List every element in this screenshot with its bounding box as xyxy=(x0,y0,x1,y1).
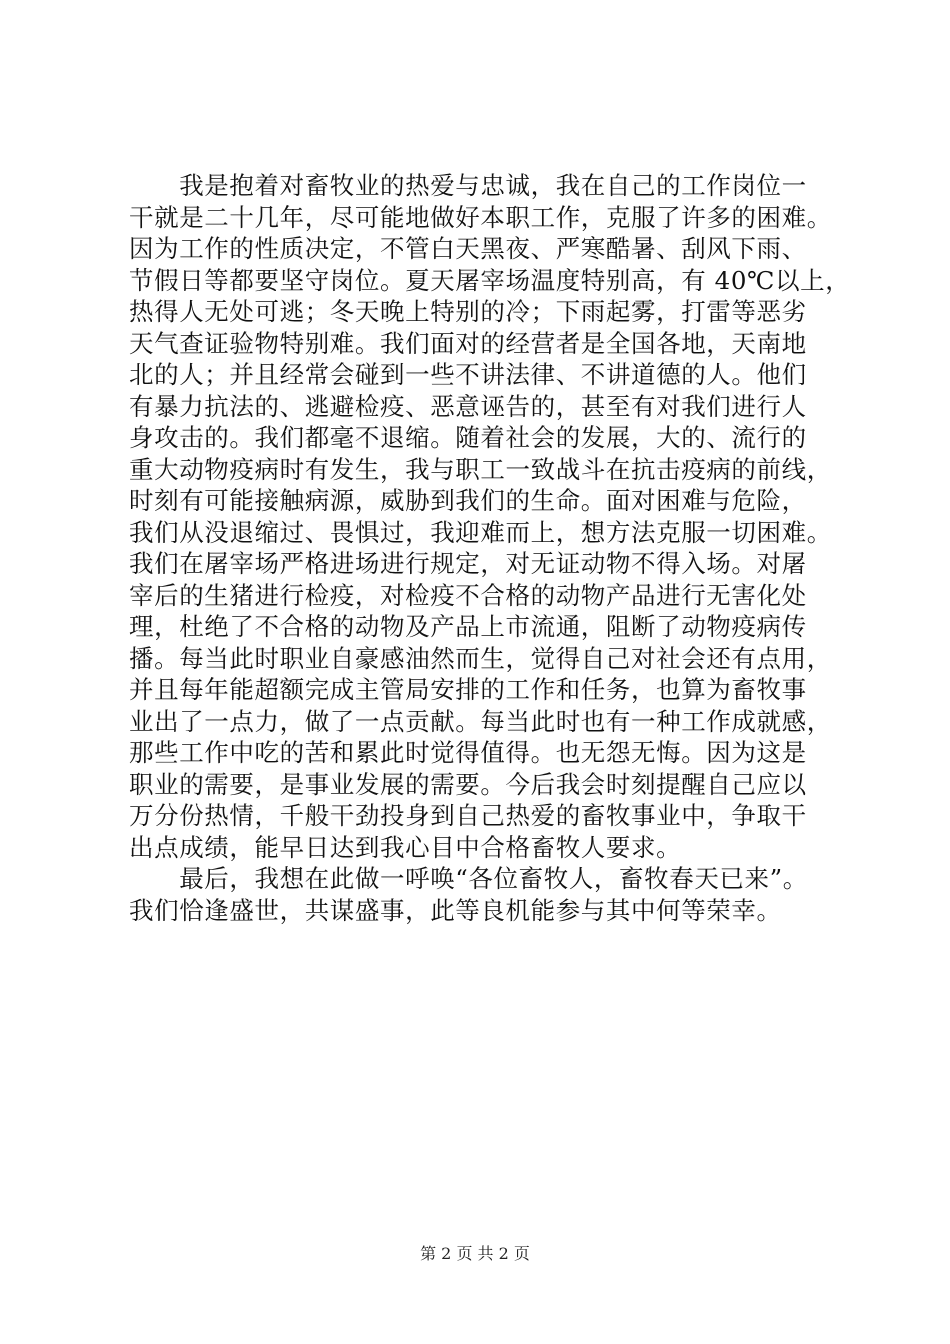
text-line: 播。每当此时职业自豪感油然而生，觉得自己对社会还有点用， xyxy=(129,643,832,673)
page-number-label: 第 2 页 共 2 页 xyxy=(420,1244,530,1263)
text-line: 重大动物疫病时有发生，我与职工一致战斗在抗击疫病的前线， xyxy=(129,454,832,484)
text-line: 热得人无处可逃；冬天晚上特别的冷；下雨起雾，打雷等恶劣 xyxy=(129,297,807,326)
text-line: 天气查证验物特别难。我们面对的经营者是全国各地，天南地 xyxy=(129,328,807,358)
text-line: 最后，我想在此做一呼唤“各位畜牧人，畜牧春天已来”。 xyxy=(129,864,808,893)
text-line: 那些工作中吃的苦和累此时觉得值得。也无怨无悔。因为这是 xyxy=(129,738,807,767)
text-line: 干就是二十几年，尽可能地做好本职工作，克服了许多的困难。 xyxy=(129,202,832,232)
text-line: 出点成绩，能早日达到我心目中合格畜牧人要求。 xyxy=(129,832,682,862)
text-line: 理，杜绝了不合格的动物及产品上市流通，阻断了动物疫病传 xyxy=(129,612,807,641)
text-line: 业出了一点力，做了一点贡献。每当此时也有一种工作成就感， xyxy=(129,706,832,736)
text-line: 节假日等都要坚守岗位。夏天屠宰场温度特别高，有 40℃以上， xyxy=(129,265,851,295)
text-line: 并且每年能超额完成主管局安排的工作和任务，也算为畜牧事 xyxy=(129,675,807,704)
text-line: 身攻击的。我们都毫不退缩。随着社会的发展，大的、流行的 xyxy=(129,423,807,452)
text-line: 万分份热情，千般干劲投身到自己热爱的畜牧事业中，争取干 xyxy=(129,801,807,830)
text-line: 有暴力抗法的、逃避检疫、恶意诬告的，甚至有对我们进行人 xyxy=(129,391,807,421)
text-line: 北的人；并且经常会碰到一些不讲法律、不讲道德的人。他们 xyxy=(129,360,807,389)
text-line: 我们恰逢盛世，共谋盛事，此等良机能参与其中何等荣幸。 xyxy=(129,895,782,925)
text-line: 宰后的生猪进行检疫，对检疫不合格的动物产品进行无害化处 xyxy=(129,580,807,610)
text-line: 我是抱着对畜牧业的热爱与忠诚，我在自己的工作岗位一 xyxy=(129,171,807,200)
text-line: 因为工作的性质决定，不管白天黑夜、严寒酷暑、刮风下雨、 xyxy=(129,234,807,263)
page-footer xyxy=(0,1244,950,1264)
body-text xyxy=(129,170,851,926)
text-line: 职业的需要，是事业发展的需要。今后我会时刻提醒自己应以 xyxy=(129,769,807,799)
text-line: 我们在屠宰场严格进场进行规定，对无证动物不得入场。对屠 xyxy=(129,549,807,578)
text-line: 时刻有可能接触病源，威胁到我们的生命。面对困难与危险， xyxy=(129,486,807,515)
text-line: 我们从没退缩过、畏惧过，我迎难而上，想方法克服一切困难。 xyxy=(129,517,832,547)
